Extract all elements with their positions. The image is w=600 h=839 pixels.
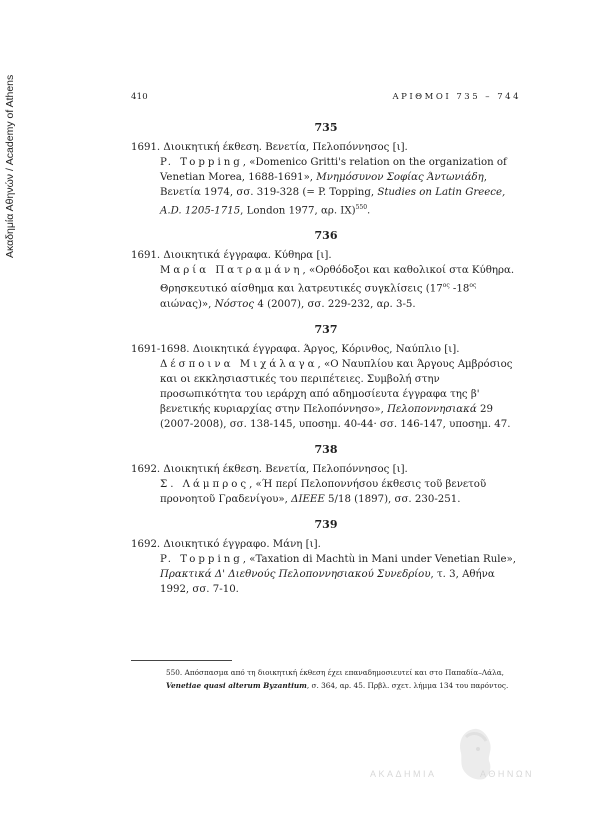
- page-header: [131, 92, 521, 106]
- running-title: ΑΡΙΘΜΟΙ 735 – 744: [392, 92, 521, 102]
- ref-text: , «Ορθόδοξοι και καθολικοί στα Κύθηρα. Θρησκευτικό αίσθημα και λατρευτικές συγκλίσεις (17: [160, 265, 515, 295]
- entry-reference: [131, 477, 521, 507]
- ref-title: Studies on Latin Greece, A.D. 1205-1715: [160, 187, 506, 217]
- entry-737: [131, 322, 521, 432]
- ref-title: Νόστος: [214, 298, 255, 310]
- ref-text: -18: [449, 283, 470, 295]
- entry-736: [131, 228, 521, 311]
- ref-text: 5/18 (1897), σσ. 230-251.: [324, 493, 461, 505]
- ref-text: , Βενετία 1974, σσ. 319-328 (= P. Topping,: [160, 172, 488, 198]
- footnote: [131, 666, 521, 692]
- author: Σ. Λάμπρος: [160, 478, 250, 490]
- ref-text: , «Domenico Gritti's relation on the organization of Venetian Morea, 1688-1691»,: [160, 157, 507, 183]
- footnote-text: [131, 666, 521, 692]
- side-label: Ακαδημία Αθηνών / Academy of Athens: [4, 74, 16, 258]
- entry-heading: 1692. Διοικητικό έγγραφο. Μάνη [ι].: [131, 538, 321, 550]
- footnote-mark[interactable]: 550: [355, 204, 368, 211]
- footnote-part: , σ. 364, αρ. 45. Πρβλ. σχετ. λήμμα 134 του παρόντος.: [306, 681, 509, 690]
- entry-reference: [131, 263, 521, 311]
- ref-title: Μνημόσυνον Σοφίας Άντωνιάδη: [316, 172, 484, 183]
- ref-text: .: [367, 205, 371, 217]
- footnote-rule: [131, 660, 232, 661]
- author: Δέσποινα Μιχάλαγα: [160, 358, 318, 370]
- entry-reference: [131, 155, 521, 218]
- superscript: ος: [442, 282, 450, 290]
- watermark-text-left: ΑΚΑΔΗΜΙΑ: [370, 769, 437, 779]
- entry-heading: 1691-1698. Διοικητικά έγγραφα. Άργος, Κόρινθος, Ναύπλιο [ι].: [131, 343, 460, 355]
- ref-text: 29 (2007-2008), σσ. 138-145, υποσημ. 40-44· σσ. 146-147, υποσημ. 47.: [160, 403, 511, 430]
- author: P. Topping: [160, 157, 243, 168]
- entry-number: 735: [314, 121, 338, 134]
- page-number: 410: [131, 92, 148, 102]
- author: P. Topping: [160, 553, 243, 565]
- entry-number: 739: [314, 517, 338, 531]
- entry-738: [131, 442, 521, 507]
- entry-number: 738: [314, 442, 338, 456]
- ref-text: , τ. 3, Αθήνα 1992, σσ. 7-10.: [160, 568, 495, 595]
- entries-list: [131, 120, 521, 597]
- ref-title: ΔΙΕΕΕ: [291, 493, 325, 505]
- entry-735: [131, 120, 521, 218]
- ref-text: 4 (2007), σσ. 229-232, αρ. 3-5.: [254, 298, 416, 310]
- ref-text: , «Ο Ναυπλίου και Άργους Αμβρόσιος και οι εκκλησιαστικές του περιπέτειες. Συμβολή στην προσωπικότητα του ιεράρχη από αδημοσίευτα έγγραφα της β' βενετικής κυριαρχίας στην Πελοπόννησο»,: [160, 358, 513, 415]
- entry-number: 736: [314, 229, 338, 243]
- entry-heading: 1691. Διοικητική έκθεση. Βενετία, Πελοπόννησος [ι].: [131, 142, 408, 153]
- ref-text: αιώνας)»,: [160, 298, 215, 310]
- entry-number: 737: [314, 322, 338, 336]
- superscript: ος: [469, 282, 477, 290]
- ref-title: Πελοποννησιακά: [387, 403, 477, 415]
- ref-text: , London 1977, αρ. IX): [240, 205, 356, 217]
- entry-heading: 1692. Διοικητική έκθεση. Βενετία, Πελοπόννησος [ι].: [131, 463, 408, 475]
- entry-reference: [131, 552, 521, 597]
- author: Μαρία Πατραμάνη: [160, 265, 303, 277]
- ref-text: , «Taxation di Machtù in Mani under Venetian Rule»,: [242, 553, 517, 565]
- entry-reference: [131, 357, 521, 432]
- ref-text: , «Ή περί Πελοποννήσου έκθεσις τοῦ βενετοῦ προνοητοῦ Γραδενίγου»,: [160, 478, 487, 505]
- entry-heading: 1691. Διοικητικά έγγραφα. Κύθηρα [ι].: [131, 250, 332, 262]
- academy-watermark: [370, 725, 570, 795]
- entry-739: [131, 517, 521, 597]
- footnote-title: Venetiae quasi alterum Byzantium: [166, 681, 307, 690]
- footnote-part: 550. Απόσπασμα από τη διοικητική έκθεση έχει επαναδημοσιευτεί και στο Παπαδία–Λάλα,: [166, 668, 504, 677]
- watermark-text-right: ΑΘΗΝΩΝ: [480, 769, 535, 779]
- ref-title: Πρακτικά Δ' Διεθνούς Πελοποννησιακού Συνεδρίου: [160, 568, 431, 580]
